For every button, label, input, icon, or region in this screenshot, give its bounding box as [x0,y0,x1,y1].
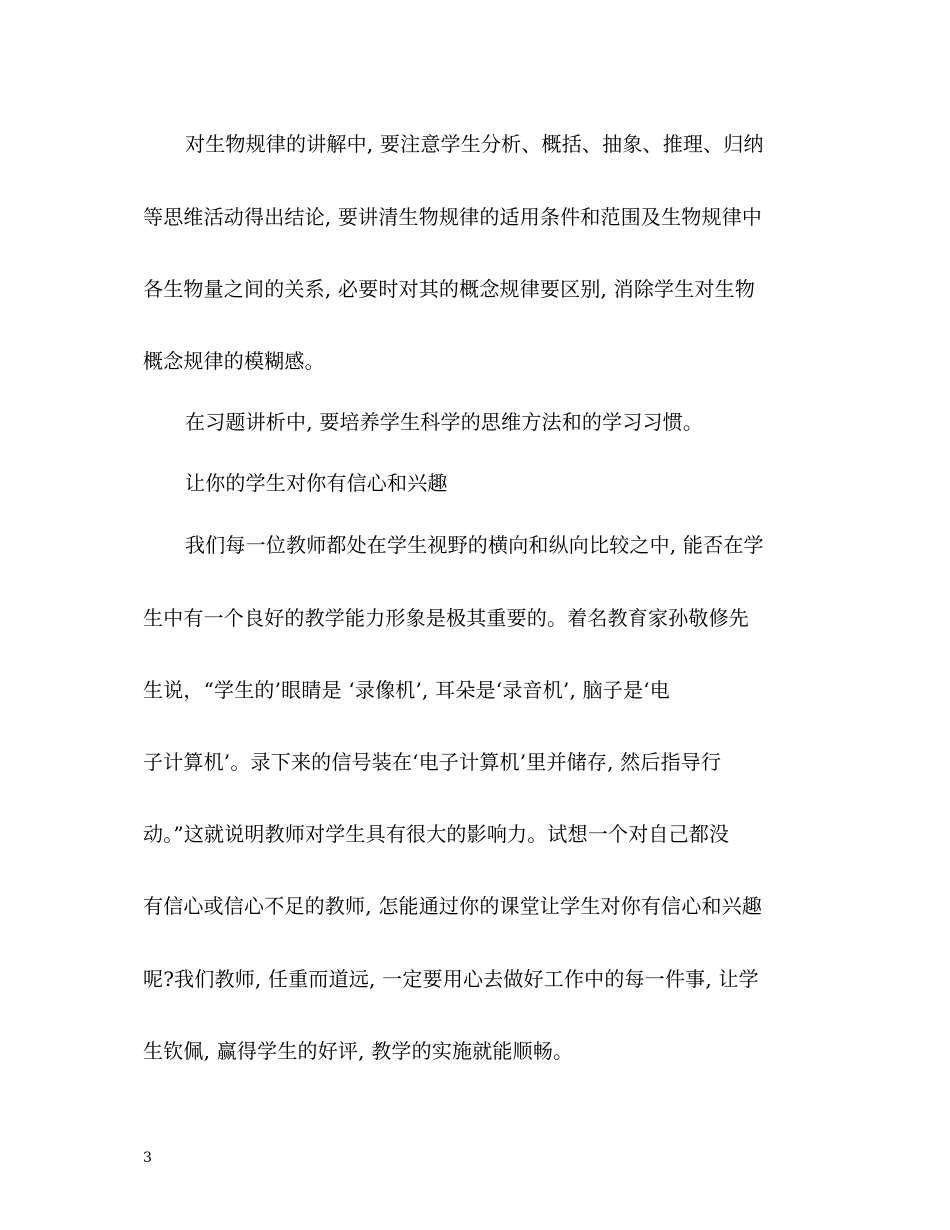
paragraph-line: 动。”这就说明教师对学生具有很大的影响力。试想一个对自己都没 [143,822,730,846]
paragraph-line: 生说，“学生的’眼睛是 ‘录像机’, 耳朵是‘录音机’, 脑子是‘电 [143,678,670,702]
paragraph-line: 有信心或信心不足的教师, 怎能通过你的课堂让学生对你有信心和兴趣 [143,894,763,918]
paragraph-line: 我们每一位教师都处在学生视野的横向和纵向比较之中, 能否在学 [185,533,764,557]
paragraph-line: 各生物量之间的关系, 必要时对其的概念规律要区别, 消除学生对生物 [143,277,756,301]
paragraph-line: 子计算机’。录下来的信号装在‘电子计算机’里并储存, 然后指导行 [143,750,722,774]
paragraph-line: 生钦佩, 赢得学生的好评, 教学的实施就能顺畅。 [143,1039,574,1063]
page-number: 3 [143,1150,152,1166]
paragraph-line: 呢?我们教师, 任重而道远, 一定要用心去做好工作中的每一件事, 让学 [143,967,759,991]
paragraph-line: 等思维活动得出结论, 要讲清生物规律的适用条件和范围及生物规律中 [143,205,763,229]
paragraph-line: 概念规律的模糊感。 [143,349,325,373]
paragraph-line: 对生物规律的讲解中, 要注意学生分析、概括、抽象、推理、归纳 [185,132,764,156]
paragraph-line: 生中有一个良好的教学能力形象是极其重要的。着名教育家孙敬修先 [143,606,749,630]
paragraph-line: 在习题讲析中, 要培养学生科学的思维方法和的学习习惯。 [185,410,704,434]
section-heading: 让你的学生对你有信心和兴趣 [185,471,448,495]
